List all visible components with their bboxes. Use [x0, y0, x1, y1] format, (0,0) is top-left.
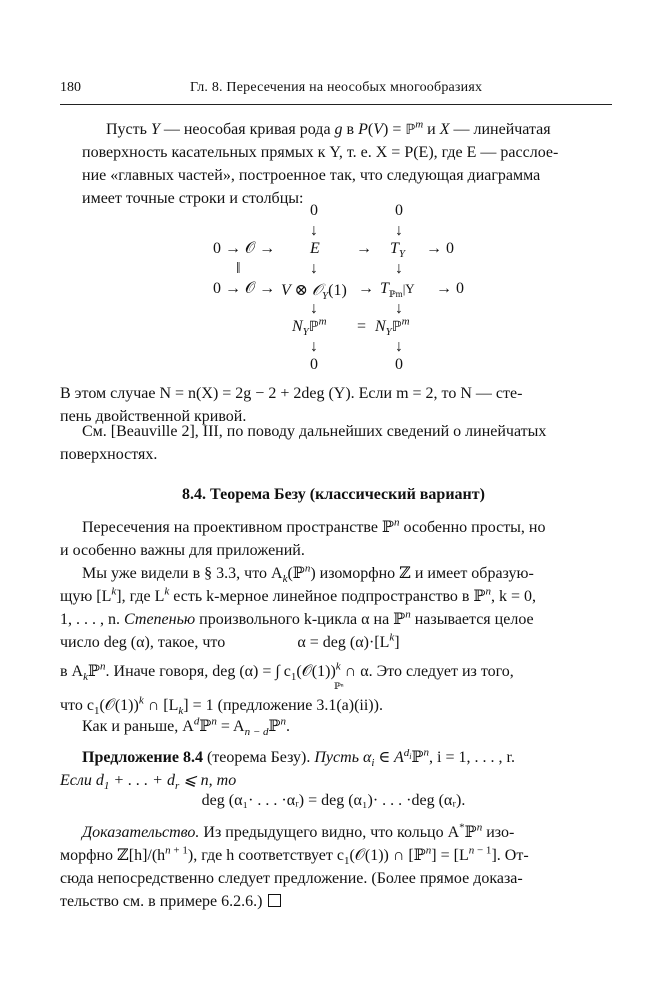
diagram-equal-vertical: ‖: [236, 260, 241, 277]
after-diagram-line-2: пень двойственной кривой.: [60, 408, 247, 425]
diagram-arrow-down: ↓: [310, 300, 318, 317]
intro-line-1: Пусть Y — неособая кривая рода g в P(V) = ℙ$^m$ и X — линейчатая: [106, 118, 551, 138]
body-p1-line-2: и особенно важны для приложений.: [60, 542, 305, 559]
display-equation-2: deg (α₁· . . . ·αᵣ) = deg (α₁)· . . . ·deg (αᵣ).: [201, 792, 466, 809]
after-diagram-line-4: поверхностях.: [60, 446, 158, 463]
display-equation-1: α = deg $(\alpha)\cdot[L^k]$: [297, 631, 400, 651]
running-title: Гл. 8. Пересечения на неособых многообразиях: [190, 80, 483, 95]
diagram-to-zero: → 0: [426, 240, 454, 257]
diagram-row2-left: 0 → 𝒪 →: [213, 280, 276, 297]
diagram-zero-top-right: 0: [395, 202, 403, 219]
body-p3-line-1: в $A_kℙ^n$. Иначе говоря, deg (α) = ∫ $c_1(𝒪(1))^k$ ∩ α. Это следует из того,: [60, 660, 514, 684]
section-title: 8.4. Теорема Безу (классический вариант): [182, 486, 485, 503]
diagram-zero-bottom-left: 0: [310, 356, 318, 373]
proposition-line-1: Предложение 8.4 (теорема Безу). Пусть $\alpha_i$ ∈ $A^{d_i}ℙ^n$, i = 1, . . . , r.: [82, 746, 515, 770]
diagram-arrow-right: →: [356, 240, 372, 257]
diagram-arrow-down: ↓: [310, 222, 318, 239]
integral-subscript: ℙⁿ: [334, 681, 344, 691]
proof-line-4: тельство см. в примере 6.2.6.): [60, 890, 590, 913]
proof-label: Доказательство.: [82, 824, 200, 841]
body-p1-line-1: Пересечения на проективном пространстве ℙ$^n$ особенно просты, но: [82, 516, 546, 536]
intro-line-2: поверхность касательных прямых к Y, т. е. X = P(E), где E — расслое-: [82, 144, 559, 161]
diagram-normal-bundle-left: $N_Yℙ^m$: [292, 315, 327, 339]
diagram-arrow-down: ↓: [310, 338, 318, 355]
diagram-row1-left: 0 → 𝒪 →: [213, 240, 276, 257]
page-number: 180: [60, 80, 81, 95]
body-p4: Как и раньше, $A^dℙ^n$ = $A_{n - d}ℙ^n$.: [82, 715, 291, 739]
body-p2-line-1: Мы уже видели в § 3.3, что $A_k(ℙ^n)$ изоморфно ℤ и имеет образую-: [82, 562, 534, 586]
body-p2-line-4: число deg (α), такое, что: [60, 634, 226, 651]
diagram-arrow-down: ↓: [395, 300, 403, 317]
diagram-E: E: [310, 240, 320, 257]
diagram-normal-bundle-right: $N_Yℙ^m$: [375, 315, 410, 339]
diagram-TY: $T_Y$: [390, 240, 406, 261]
diagram-arrow-down: ↓: [395, 338, 403, 355]
diagram-arrow-right: →: [358, 280, 374, 297]
diagram-TPm-restricted: $T_{ℙm}|Y$: [380, 280, 415, 300]
proof-line-3: сюда непосредственно следует предложение. (Более прямое доказа-: [60, 870, 523, 887]
diagram-equals: =: [357, 318, 367, 335]
after-diagram-line-1: В этом случае N = n(X) = 2g − 2 + 2deg (Y). Если m = 2, то N — сте-: [60, 385, 523, 402]
diagram-zero-top-left: 0: [310, 202, 318, 219]
diagram-arrow-down: ↓: [395, 260, 403, 277]
proposition-label: Предложение 8.4: [82, 749, 203, 766]
diagram-to-zero: → 0: [436, 280, 464, 297]
body-p2-line-2: щую $[L^k]$, где $L^k$ есть k-мерное линейное подпространство в ℙ$^n$, k = 0,: [60, 585, 537, 605]
qed-box-icon: [268, 894, 281, 907]
diagram-arrow-down: ↓: [310, 260, 318, 277]
diagram-zero-bottom-right: 0: [395, 356, 403, 373]
intro-line-4: имеет точные строки и столбцы:: [82, 190, 304, 207]
proof-line-2: морфно $ℤ[h]/(h^{n + 1})$, где h соответствует $c_1(𝒪(1))$ ∩ [ℙ$^n$] = $[L^{n - 1}]$. От-: [60, 844, 529, 868]
diagram-V-tensor-O: V ⊗ 𝒪$_Y$(1): [281, 282, 347, 303]
proof-line-1: Доказательство. Из предыдущего видно, что кольцо A*ℙ$^n$ изо-: [82, 821, 515, 841]
after-diagram-line-3: См. [Beauville 2], III, по поводу дальнейших сведений о линейчатых: [82, 423, 547, 440]
diagram-arrow-down: ↓: [395, 222, 403, 239]
intro-line-3: ние «главных частей», построенное так, что следующая диаграмма: [82, 167, 541, 184]
body-p3-line-2: что $c_1(𝒪(1))^k$ ∩ $[L_k] = 1$ (предложение 3.1(a)(ii)).: [60, 694, 383, 718]
body-p2-line-3: 1, . . . , n. Степенью произвольного k-цикла α на ℙ$^n$ называется целое: [60, 608, 534, 628]
proposition-line-2: Если $d_1$ + . . . + $d_r$ ⩽ n, то: [60, 772, 237, 793]
